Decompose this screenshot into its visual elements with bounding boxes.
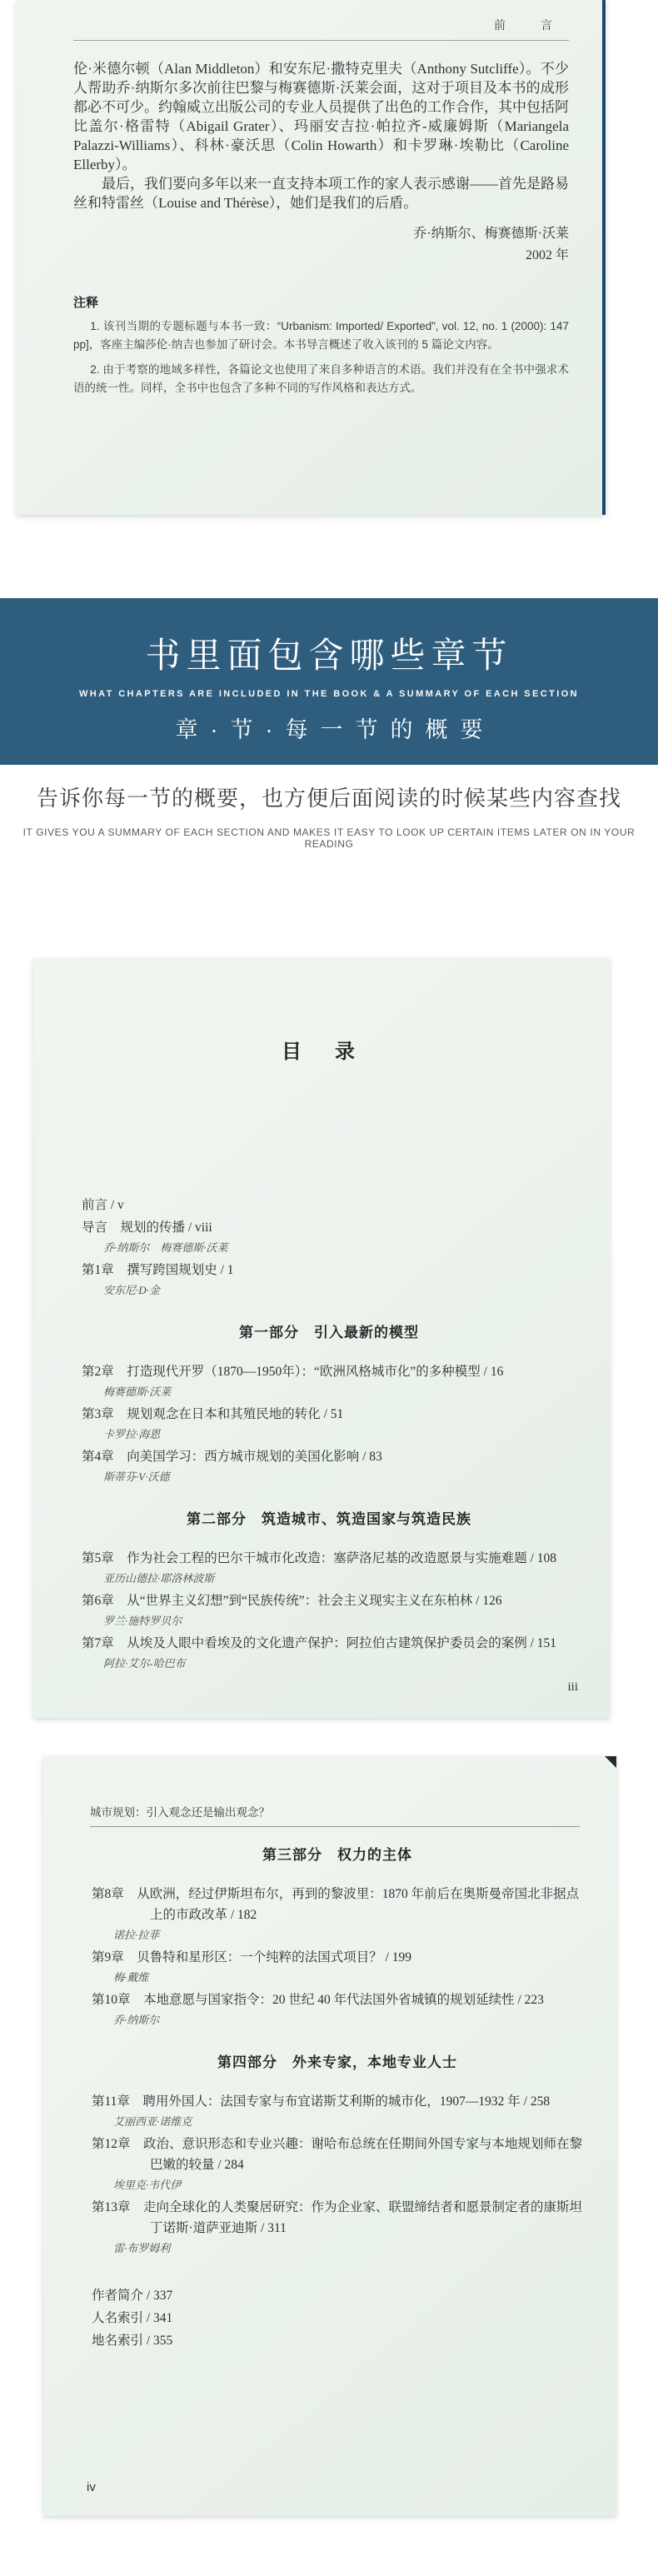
toc-entry-author: 雷·布罗姆利 [113, 2242, 171, 2254]
toc-entry-author: 卡罗拉·海恩 [103, 1428, 161, 1440]
toc-entry: 第6章 从“世界主义幻想”到“民族传统”：社会主义现实主义在东柏林 / 126 [82, 1594, 502, 1608]
toc2-running-head: 城市规划：引入观念还是输出观念？ [90, 1806, 270, 1819]
toc-entry: 第7章 从埃及人眼中看埃及的文化遗产保护：阿拉伯古建筑保护委员会的案例 / 151 [82, 1636, 557, 1650]
preface-paragraph: 伦·米德尔顿（Alan Middleton）和安东尼·撒特克里夫（Anthony Sutcliffe）。不少人帮助乔·纳斯尔多次前往巴黎与梅赛德斯·沃莱会面，这对于项目及本书的成形都必不可少。约翰威立出版公司的专业人员提供了出色的工作合作，其中包括阿比盖尔·格雷特（Abigail Grater）、玛丽安吉拉·帕拉齐-威廉姆斯（Mariangela Palazzi-Williams）、科林·豪沃思（Colin Howarth）和卡罗琳·埃勒比（Caroline Ellerby）。 [73, 61, 569, 172]
toc2-head-rule [90, 1826, 580, 1827]
toc-page-photo-2 [43, 1756, 616, 2516]
toc-entry: 第8章 从欧洲，经过伊斯坦布尔，再到的黎波里：1870 年前后在奥斯曼帝国北非据点上的市政改革 / 182 [92, 1887, 580, 1922]
toc-entry: 第5章 作为社会工程的巴尔干城市化改造：塞萨洛尼基的改造愿景与实施难题 / 108 [82, 1551, 557, 1565]
toc-section-header: 第一部分 引入最新的模型 [239, 1325, 419, 1340]
preface-head-rule [73, 40, 569, 41]
toc-list [92, 1843, 583, 2351]
toc-entry: 第11章 聘用外国人：法国专家与布宜诺斯艾利斯的城市化，1907—1932 年 / 258 [92, 2094, 551, 2109]
toc-entry: 第3章 规划观念在日本和其殖民地的转化 / 51 [82, 1407, 344, 1421]
toc-section-header: 第二部分 筑造城市、筑造国家与筑造民族 [187, 1511, 471, 1527]
toc-entry: 作者简介 / 337 [92, 2289, 173, 2303]
banner-subtitle-cn: 章·节·每一节的概要 [175, 717, 496, 742]
preface-notes [73, 293, 569, 397]
preface-paragraph: 最后，我们要向多年以来一直支持本项工作的家人表示感谢——首先是路易丝和特雷丝（Louise and Thérèse），她们是我们的后盾。 [73, 176, 569, 211]
toc-entry-author: 乔·纳斯尔 [113, 2014, 160, 2026]
toc-entry-author: 安东尼·D·金 [103, 1284, 160, 1296]
toc-section-header: 第三部分 权力的主体 [262, 1847, 412, 1863]
toc-title: 目 录 [282, 1041, 361, 1063]
toc-entry-author: 梅赛德斯·沃莱 [103, 1385, 172, 1398]
toc-section-header: 第四部分 外来专家，本地专业人士 [217, 2054, 457, 2070]
toc-list [82, 1193, 576, 1675]
toc-entry: 第1章 撰写跨国规划史 / 1 [82, 1263, 234, 1277]
toc-entry: 第2章 打造现代开罗（1870—1950年）：“欧洲风格城市化”的多种模型 / 16 [82, 1365, 504, 1379]
preface-page-content [73, 0, 569, 397]
toc-entry-author: 阿拉·艾尔-哈巴布 [103, 1657, 186, 1670]
page-number: iv [87, 2480, 96, 2494]
intro-line-en: IT GIVES YOU A SUMMARY OF EACH SECTION AND MAKES IT EASY TO LOOK UP CERTAIN ITEMS LATER ON IN YOUR READING [22, 826, 636, 850]
page-number: iii [567, 1680, 578, 1694]
toc-entry-author: 罗兰·施特罗贝尔 [103, 1615, 182, 1627]
toc-entry: 前言 / v [82, 1198, 124, 1212]
intro-line-cn: 告诉你每一节的概要，也方便后面阅读的时候某些内容查找 [36, 786, 621, 811]
toc-entry: 人名索引 / 341 [92, 2311, 173, 2325]
toc-entry-author: 艾丽西亚·诺维克 [113, 2115, 192, 2128]
toc-entry-author: 诺拉·拉菲 [113, 1929, 160, 1941]
preface-signature: 乔·纳斯尔、梅赛德斯·沃莱 [413, 227, 569, 241]
toc-entry-author: 埃里克·韦代伊 [113, 2179, 182, 2191]
toc-entry: 第13章 走向全球化的人类聚居研究：作为企业家、联盟缔结者和愿景制定者的康斯坦丁诺斯·道萨亚迪斯 / 311 [92, 2200, 583, 2235]
toc-entry: 第4章 向美国学习：西方城市规划的美国化影响 / 83 [82, 1450, 382, 1464]
preface-page-photo [17, 0, 606, 515]
note-item: 1. 该刊当期的专题标题与本书一致：“Urbanism: Imported/ Exported”, vol. 12, no. 1 (2000): 147 pp]，客座主编莎伦·纳吉也参加了研讨会。本书导言概述了收入该刊的 5 篇论文内容。 [73, 320, 569, 351]
note-item: 2. 由于考察的地域多样性，各篇论文也使用了来自多种语言的术语。我们并没有在全书中强求术语的统一性。同样，全书中也包含了多种不同的写作风格和表达方式。 [73, 363, 569, 394]
toc-entry-author: 斯蒂芬·V·沃德 [103, 1470, 170, 1483]
intro-strip [0, 781, 658, 850]
toc-entry-author: 梅·戴维 [113, 1971, 149, 1984]
toc-entry: 地名索引 / 355 [92, 2334, 173, 2348]
toc-entry: 第9章 贝鲁特和星形区：一个纯粹的法国式项目？ / 199 [92, 1950, 412, 1964]
toc-entry: 第12章 政治、意识形态和专业兴趣：谢哈布总统在任期间外国专家与本地规划师在黎巴嫩的较量 / 284 [92, 2137, 583, 2172]
toc-entry: 第10章 本地意愿与国家指令：20 世纪 40 年代法国外省城镇的规划延续性 / 223 [92, 1993, 544, 2007]
toc-entry-author: 亚历山德拉·耶洛林波斯 [103, 1572, 215, 1585]
toc-entry: 导言 规划的传播 / viii [82, 1221, 212, 1235]
preface-running-head: 前 言 [494, 20, 564, 32]
banner-title: 书里面包含哪些章节 [145, 637, 513, 676]
section-banner [0, 598, 658, 765]
preface-body [73, 59, 569, 212]
toc-entry-author: 乔·纳斯尔 梅赛德斯·沃莱 [103, 1241, 228, 1254]
page-corner-fold [605, 1756, 616, 1768]
banner-subtitle-en: WHAT CHAPTERS ARE INCLUDED IN THE BOOK & A SUMMARY OF EACH SECTION [78, 689, 580, 699]
preface-year: 2002 年 [525, 248, 569, 262]
toc-page-photo-1 [33, 958, 610, 1718]
notes-title: 注释 [73, 296, 99, 310]
